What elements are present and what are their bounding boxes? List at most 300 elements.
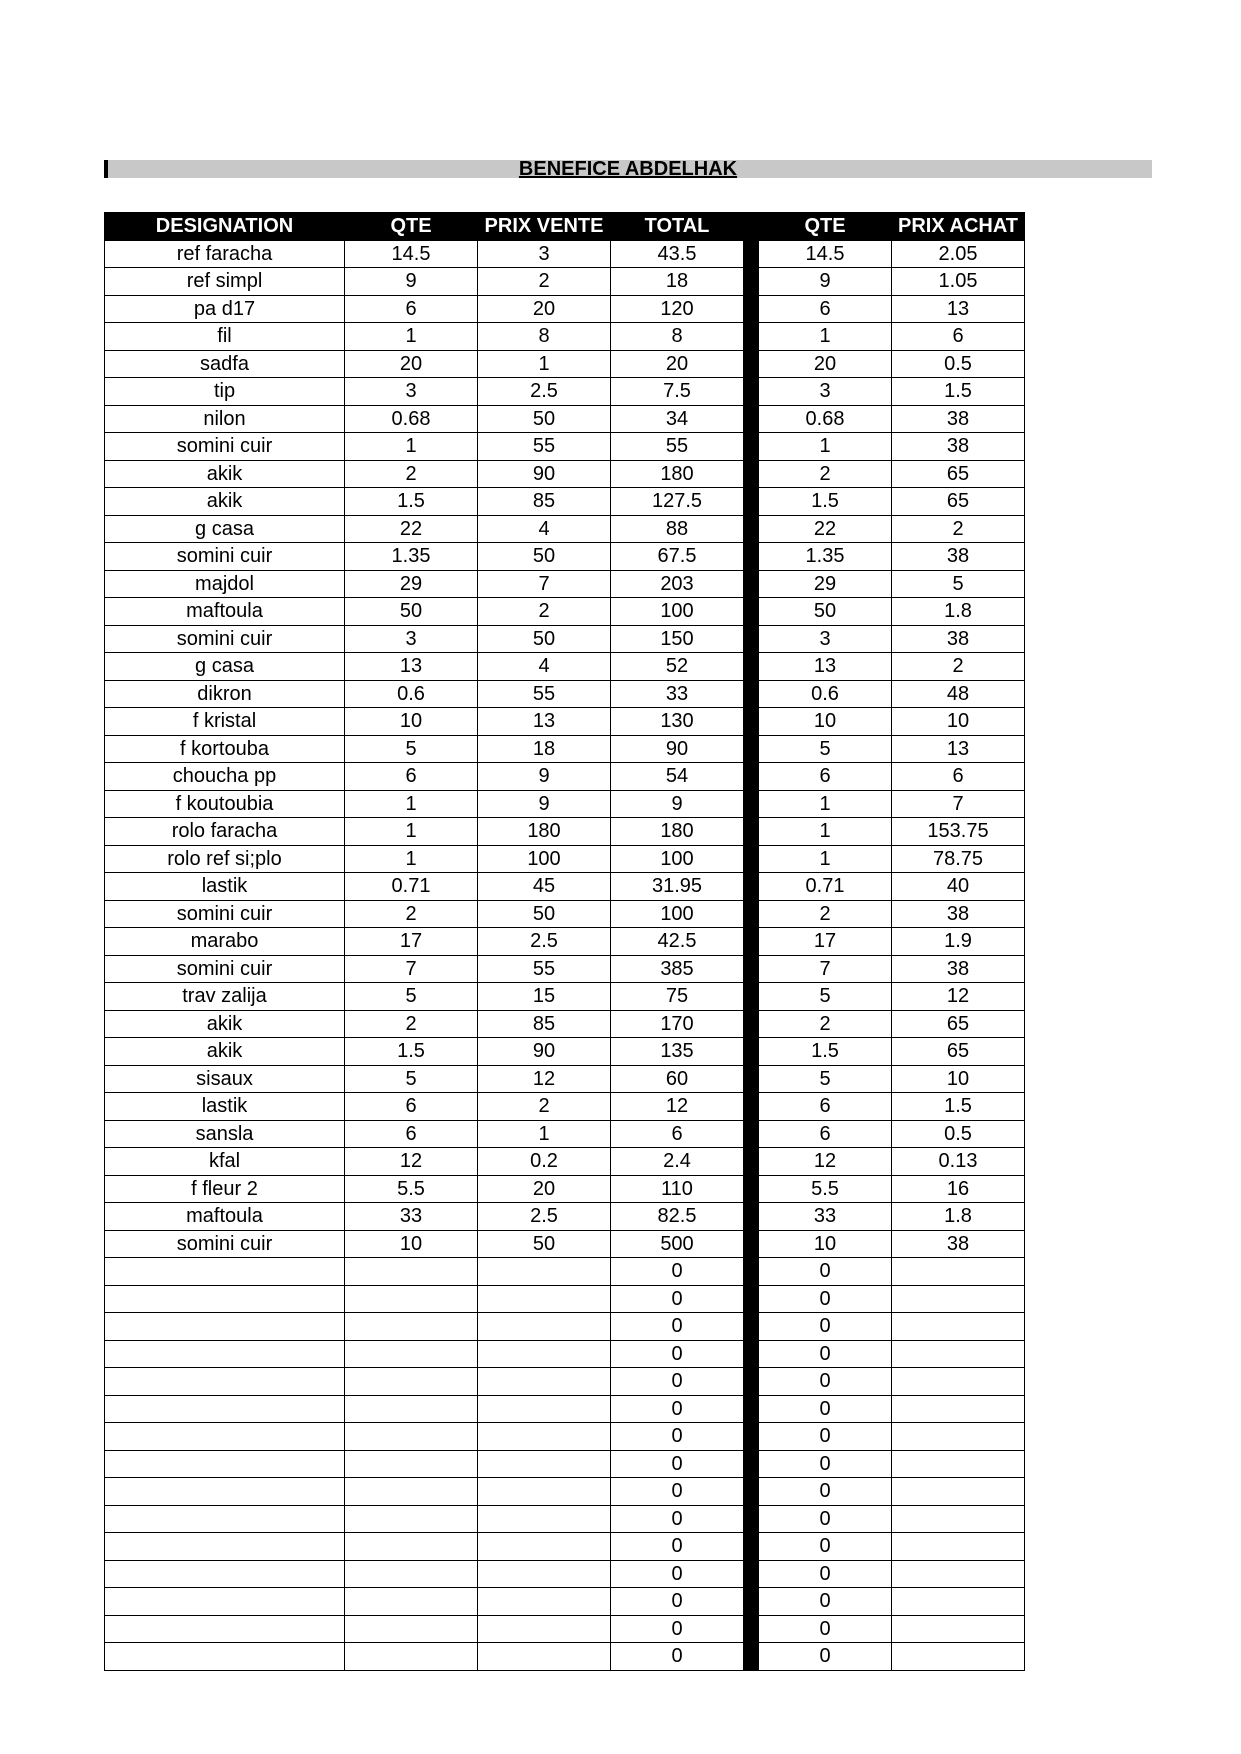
prix-achat-cell[interactable]: 38 (892, 433, 1025, 461)
qte-achat-cell[interactable]: 33 (759, 1203, 892, 1231)
prix-vente-cell[interactable]: 50 (478, 625, 611, 653)
prix-achat-cell[interactable]: 38 (892, 543, 1025, 571)
designation-cell[interactable]: trav zalija (105, 983, 345, 1011)
qte-cell[interactable]: 29 (345, 570, 478, 598)
qte-achat-cell[interactable]: 20 (759, 350, 892, 378)
total-cell[interactable]: 54 (611, 763, 744, 791)
qte-cell[interactable]: 5 (345, 1065, 478, 1093)
prix-achat-cell[interactable]: 6 (892, 763, 1025, 791)
prix-vente-cell[interactable]: 180 (478, 818, 611, 846)
designation-cell[interactable] (105, 1588, 345, 1616)
prix-achat-cell[interactable] (892, 1560, 1025, 1588)
qte-cell[interactable]: 1 (345, 323, 478, 351)
qte-achat-cell[interactable]: 10 (759, 708, 892, 736)
total-cell[interactable]: 170 (611, 1010, 744, 1038)
qte-achat-cell[interactable]: 0.6 (759, 680, 892, 708)
qte-cell[interactable] (345, 1423, 478, 1451)
qte-cell[interactable]: 20 (345, 350, 478, 378)
total-cell[interactable]: 6 (611, 1120, 744, 1148)
total-cell[interactable]: 0 (611, 1395, 744, 1423)
qte-achat-cell[interactable]: 2 (759, 460, 892, 488)
qte-achat-cell[interactable]: 3 (759, 378, 892, 406)
prix-achat-cell[interactable] (892, 1450, 1025, 1478)
designation-cell[interactable]: nilon (105, 405, 345, 433)
total-cell[interactable]: 0 (611, 1615, 744, 1643)
prix-achat-cell[interactable]: 2 (892, 515, 1025, 543)
prix-achat-cell[interactable]: 38 (892, 900, 1025, 928)
total-cell[interactable]: 110 (611, 1175, 744, 1203)
prix-achat-cell[interactable]: 65 (892, 1038, 1025, 1066)
prix-achat-cell[interactable] (892, 1340, 1025, 1368)
designation-cell[interactable]: choucha pp (105, 763, 345, 791)
total-cell[interactable]: 0 (611, 1285, 744, 1313)
prix-vente-cell[interactable]: 55 (478, 955, 611, 983)
designation-cell[interactable]: f fleur 2 (105, 1175, 345, 1203)
qte-cell[interactable]: 12 (345, 1148, 478, 1176)
qte-achat-cell[interactable]: 2 (759, 900, 892, 928)
designation-cell[interactable]: marabo (105, 928, 345, 956)
prix-achat-cell[interactable]: 0.13 (892, 1148, 1025, 1176)
qte-achat-cell[interactable]: 0 (759, 1615, 892, 1643)
designation-cell[interactable] (105, 1313, 345, 1341)
prix-achat-cell[interactable] (892, 1368, 1025, 1396)
designation-cell[interactable] (105, 1423, 345, 1451)
qte-achat-cell[interactable]: 0 (759, 1368, 892, 1396)
prix-vente-cell[interactable]: 20 (478, 295, 611, 323)
qte-cell[interactable]: 22 (345, 515, 478, 543)
qte-cell[interactable]: 50 (345, 598, 478, 626)
qte-achat-cell[interactable]: 13 (759, 653, 892, 681)
prix-achat-cell[interactable] (892, 1615, 1025, 1643)
prix-vente-cell[interactable] (478, 1423, 611, 1451)
total-cell[interactable]: 55 (611, 433, 744, 461)
total-cell[interactable]: 203 (611, 570, 744, 598)
qte-cell[interactable] (345, 1258, 478, 1286)
prix-vente-cell[interactable]: 2 (478, 268, 611, 296)
prix-vente-cell[interactable]: 4 (478, 653, 611, 681)
prix-achat-cell[interactable]: 2.05 (892, 240, 1025, 268)
total-cell[interactable]: 0 (611, 1313, 744, 1341)
prix-vente-cell[interactable]: 2.5 (478, 378, 611, 406)
qte-cell[interactable]: 1.5 (345, 488, 478, 516)
qte-cell[interactable]: 10 (345, 708, 478, 736)
qte-achat-cell[interactable]: 0 (759, 1533, 892, 1561)
prix-vente-cell[interactable] (478, 1505, 611, 1533)
designation-cell[interactable]: ref faracha (105, 240, 345, 268)
designation-cell[interactable] (105, 1395, 345, 1423)
prix-vente-cell[interactable]: 12 (478, 1065, 611, 1093)
designation-cell[interactable]: pa d17 (105, 295, 345, 323)
prix-vente-cell[interactable]: 15 (478, 983, 611, 1011)
qte-achat-cell[interactable]: 0 (759, 1588, 892, 1616)
qte-achat-cell[interactable]: 6 (759, 763, 892, 791)
prix-achat-cell[interactable]: 12 (892, 983, 1025, 1011)
prix-vente-cell[interactable]: 50 (478, 405, 611, 433)
prix-vente-cell[interactable] (478, 1395, 611, 1423)
prix-vente-cell[interactable]: 50 (478, 543, 611, 571)
prix-vente-cell[interactable]: 20 (478, 1175, 611, 1203)
prix-vente-cell[interactable]: 2 (478, 1093, 611, 1121)
qte-achat-cell[interactable]: 50 (759, 598, 892, 626)
prix-achat-cell[interactable]: 1.5 (892, 1093, 1025, 1121)
total-cell[interactable]: 0 (611, 1643, 744, 1671)
designation-cell[interactable]: sisaux (105, 1065, 345, 1093)
designation-cell[interactable]: f kristal (105, 708, 345, 736)
prix-achat-cell[interactable]: 153.75 (892, 818, 1025, 846)
total-cell[interactable]: 0 (611, 1423, 744, 1451)
prix-achat-cell[interactable]: 65 (892, 460, 1025, 488)
qte-cell[interactable] (345, 1478, 478, 1506)
designation-cell[interactable]: somini cuir (105, 625, 345, 653)
prix-vente-cell[interactable] (478, 1643, 611, 1671)
prix-vente-cell[interactable]: 45 (478, 873, 611, 901)
qte-achat-cell[interactable]: 0 (759, 1423, 892, 1451)
qte-achat-cell[interactable]: 3 (759, 625, 892, 653)
designation-cell[interactable]: sadfa (105, 350, 345, 378)
total-cell[interactable]: 127.5 (611, 488, 744, 516)
prix-achat-cell[interactable] (892, 1533, 1025, 1561)
total-cell[interactable]: 2.4 (611, 1148, 744, 1176)
qte-cell[interactable] (345, 1560, 478, 1588)
qte-cell[interactable] (345, 1395, 478, 1423)
prix-vente-cell[interactable]: 7 (478, 570, 611, 598)
total-cell[interactable]: 0 (611, 1505, 744, 1533)
qte-achat-cell[interactable]: 0 (759, 1478, 892, 1506)
qte-achat-cell[interactable]: 0.71 (759, 873, 892, 901)
total-cell[interactable]: 33 (611, 680, 744, 708)
prix-vente-cell[interactable]: 90 (478, 460, 611, 488)
prix-achat-cell[interactable]: 1.05 (892, 268, 1025, 296)
total-cell[interactable]: 43.5 (611, 240, 744, 268)
prix-vente-cell[interactable]: 1 (478, 1120, 611, 1148)
designation-cell[interactable] (105, 1340, 345, 1368)
prix-vente-cell[interactable]: 18 (478, 735, 611, 763)
designation-cell[interactable] (105, 1368, 345, 1396)
total-cell[interactable]: 0 (611, 1340, 744, 1368)
qte-achat-cell[interactable]: 1.5 (759, 488, 892, 516)
qte-cell[interactable]: 3 (345, 378, 478, 406)
prix-achat-cell[interactable]: 65 (892, 488, 1025, 516)
prix-achat-cell[interactable]: 1.9 (892, 928, 1025, 956)
prix-vente-cell[interactable] (478, 1560, 611, 1588)
qte-cell[interactable] (345, 1643, 478, 1671)
qte-cell[interactable] (345, 1588, 478, 1616)
qte-achat-cell[interactable]: 0 (759, 1340, 892, 1368)
total-cell[interactable]: 67.5 (611, 543, 744, 571)
total-cell[interactable]: 75 (611, 983, 744, 1011)
prix-vente-cell[interactable]: 50 (478, 900, 611, 928)
qte-cell[interactable] (345, 1285, 478, 1313)
total-cell[interactable]: 135 (611, 1038, 744, 1066)
designation-cell[interactable]: somini cuir (105, 543, 345, 571)
prix-achat-cell[interactable]: 38 (892, 1230, 1025, 1258)
qte-cell[interactable] (345, 1615, 478, 1643)
designation-cell[interactable] (105, 1258, 345, 1286)
designation-cell[interactable] (105, 1533, 345, 1561)
prix-achat-cell[interactable]: 38 (892, 625, 1025, 653)
total-cell[interactable]: 500 (611, 1230, 744, 1258)
total-cell[interactable]: 34 (611, 405, 744, 433)
designation-cell[interactable]: maftoula (105, 1203, 345, 1231)
qte-cell[interactable]: 1 (345, 845, 478, 873)
prix-achat-cell[interactable]: 5 (892, 570, 1025, 598)
prix-achat-cell[interactable] (892, 1395, 1025, 1423)
total-cell[interactable]: 100 (611, 845, 744, 873)
prix-achat-cell[interactable]: 1.8 (892, 1203, 1025, 1231)
qte-cell[interactable] (345, 1533, 478, 1561)
total-cell[interactable]: 20 (611, 350, 744, 378)
prix-achat-cell[interactable]: 16 (892, 1175, 1025, 1203)
prix-vente-cell[interactable] (478, 1450, 611, 1478)
total-cell[interactable]: 90 (611, 735, 744, 763)
qte-cell[interactable]: 6 (345, 1120, 478, 1148)
qte-achat-cell[interactable]: 5 (759, 1065, 892, 1093)
designation-cell[interactable]: f koutoubia (105, 790, 345, 818)
qte-cell[interactable]: 2 (345, 460, 478, 488)
prix-vente-cell[interactable]: 85 (478, 1010, 611, 1038)
total-cell[interactable]: 52 (611, 653, 744, 681)
qte-cell[interactable]: 1 (345, 433, 478, 461)
total-cell[interactable]: 18 (611, 268, 744, 296)
qte-cell[interactable]: 14.5 (345, 240, 478, 268)
designation-cell[interactable]: dikron (105, 680, 345, 708)
total-cell[interactable]: 130 (611, 708, 744, 736)
prix-achat-cell[interactable]: 38 (892, 405, 1025, 433)
total-cell[interactable]: 0 (611, 1588, 744, 1616)
prix-achat-cell[interactable] (892, 1285, 1025, 1313)
qte-achat-cell[interactable]: 0 (759, 1643, 892, 1671)
qte-cell[interactable]: 5.5 (345, 1175, 478, 1203)
qte-achat-cell[interactable]: 1.5 (759, 1038, 892, 1066)
prix-vente-cell[interactable] (478, 1368, 611, 1396)
qte-cell[interactable] (345, 1505, 478, 1533)
total-cell[interactable]: 100 (611, 598, 744, 626)
qte-cell[interactable]: 1 (345, 818, 478, 846)
prix-achat-cell[interactable]: 40 (892, 873, 1025, 901)
designation-cell[interactable]: f kortouba (105, 735, 345, 763)
prix-vente-cell[interactable]: 2 (478, 598, 611, 626)
designation-cell[interactable]: g casa (105, 515, 345, 543)
designation-cell[interactable]: somini cuir (105, 900, 345, 928)
prix-vente-cell[interactable] (478, 1588, 611, 1616)
qte-achat-cell[interactable]: 1 (759, 323, 892, 351)
prix-vente-cell[interactable]: 8 (478, 323, 611, 351)
designation-cell[interactable]: akik (105, 1010, 345, 1038)
qte-achat-cell[interactable]: 6 (759, 295, 892, 323)
designation-cell[interactable]: somini cuir (105, 955, 345, 983)
prix-vente-cell[interactable]: 2.5 (478, 928, 611, 956)
total-cell[interactable]: 42.5 (611, 928, 744, 956)
qte-cell[interactable]: 3 (345, 625, 478, 653)
qte-cell[interactable]: 9 (345, 268, 478, 296)
total-cell[interactable]: 0 (611, 1478, 744, 1506)
qte-achat-cell[interactable]: 7 (759, 955, 892, 983)
qte-achat-cell[interactable]: 10 (759, 1230, 892, 1258)
qte-cell[interactable] (345, 1313, 478, 1341)
qte-achat-cell[interactable]: 0 (759, 1395, 892, 1423)
designation-cell[interactable]: akik (105, 1038, 345, 1066)
total-cell[interactable]: 180 (611, 460, 744, 488)
prix-achat-cell[interactable] (892, 1478, 1025, 1506)
qte-achat-cell[interactable]: 0 (759, 1560, 892, 1588)
qte-achat-cell[interactable]: 0 (759, 1285, 892, 1313)
total-cell[interactable]: 0 (611, 1560, 744, 1588)
designation-cell[interactable]: akik (105, 460, 345, 488)
prix-achat-cell[interactable]: 48 (892, 680, 1025, 708)
qte-cell[interactable]: 6 (345, 1093, 478, 1121)
total-cell[interactable]: 12 (611, 1093, 744, 1121)
designation-cell[interactable]: majdol (105, 570, 345, 598)
qte-achat-cell[interactable]: 0 (759, 1450, 892, 1478)
prix-vente-cell[interactable]: 1 (478, 350, 611, 378)
qte-cell[interactable]: 2 (345, 900, 478, 928)
total-cell[interactable]: 385 (611, 955, 744, 983)
prix-achat-cell[interactable]: 2 (892, 653, 1025, 681)
total-cell[interactable]: 31.95 (611, 873, 744, 901)
qte-achat-cell[interactable]: 6 (759, 1120, 892, 1148)
qte-achat-cell[interactable]: 2 (759, 1010, 892, 1038)
designation-cell[interactable] (105, 1643, 345, 1671)
qte-achat-cell[interactable]: 5 (759, 735, 892, 763)
prix-vente-cell[interactable]: 50 (478, 1230, 611, 1258)
prix-vente-cell[interactable] (478, 1285, 611, 1313)
qte-cell[interactable]: 17 (345, 928, 478, 956)
qte-cell[interactable]: 6 (345, 295, 478, 323)
prix-vente-cell[interactable]: 9 (478, 763, 611, 791)
designation-cell[interactable]: rolo faracha (105, 818, 345, 846)
designation-cell[interactable]: tip (105, 378, 345, 406)
prix-vente-cell[interactable] (478, 1258, 611, 1286)
qte-cell[interactable]: 0.6 (345, 680, 478, 708)
designation-cell[interactable] (105, 1560, 345, 1588)
prix-achat-cell[interactable] (892, 1505, 1025, 1533)
prix-vente-cell[interactable]: 90 (478, 1038, 611, 1066)
qte-cell[interactable]: 1.5 (345, 1038, 478, 1066)
qte-achat-cell[interactable]: 1.35 (759, 543, 892, 571)
prix-vente-cell[interactable]: 55 (478, 680, 611, 708)
qte-achat-cell[interactable]: 1 (759, 845, 892, 873)
qte-achat-cell[interactable]: 22 (759, 515, 892, 543)
qte-cell[interactable]: 5 (345, 735, 478, 763)
qte-achat-cell[interactable]: 5 (759, 983, 892, 1011)
total-cell[interactable]: 150 (611, 625, 744, 653)
total-cell[interactable]: 180 (611, 818, 744, 846)
designation-cell[interactable] (105, 1450, 345, 1478)
designation-cell[interactable] (105, 1478, 345, 1506)
designation-cell[interactable] (105, 1615, 345, 1643)
prix-vente-cell[interactable] (478, 1313, 611, 1341)
total-cell[interactable]: 0 (611, 1450, 744, 1478)
prix-achat-cell[interactable]: 0.5 (892, 1120, 1025, 1148)
prix-vente-cell[interactable] (478, 1340, 611, 1368)
qte-cell[interactable] (345, 1368, 478, 1396)
designation-cell[interactable]: somini cuir (105, 433, 345, 461)
prix-achat-cell[interactable]: 1.8 (892, 598, 1025, 626)
total-cell[interactable]: 100 (611, 900, 744, 928)
qte-achat-cell[interactable]: 5.5 (759, 1175, 892, 1203)
total-cell[interactable]: 9 (611, 790, 744, 818)
prix-vente-cell[interactable]: 4 (478, 515, 611, 543)
prix-achat-cell[interactable] (892, 1258, 1025, 1286)
designation-cell[interactable]: sansla (105, 1120, 345, 1148)
prix-vente-cell[interactable] (478, 1478, 611, 1506)
total-cell[interactable]: 7.5 (611, 378, 744, 406)
total-cell[interactable]: 0 (611, 1258, 744, 1286)
total-cell[interactable]: 82.5 (611, 1203, 744, 1231)
qte-achat-cell[interactable]: 9 (759, 268, 892, 296)
qte-achat-cell[interactable]: 1 (759, 818, 892, 846)
qte-cell[interactable]: 5 (345, 983, 478, 1011)
designation-cell[interactable]: kfal (105, 1148, 345, 1176)
prix-vente-cell[interactable]: 3 (478, 240, 611, 268)
qte-achat-cell[interactable]: 1 (759, 790, 892, 818)
designation-cell[interactable] (105, 1505, 345, 1533)
qte-achat-cell[interactable]: 29 (759, 570, 892, 598)
prix-achat-cell[interactable]: 13 (892, 295, 1025, 323)
prix-vente-cell[interactable] (478, 1615, 611, 1643)
designation-cell[interactable]: ref simpl (105, 268, 345, 296)
qte-achat-cell[interactable]: 6 (759, 1093, 892, 1121)
qte-cell[interactable]: 7 (345, 955, 478, 983)
qte-cell[interactable]: 13 (345, 653, 478, 681)
prix-vente-cell[interactable]: 13 (478, 708, 611, 736)
prix-achat-cell[interactable]: 6 (892, 323, 1025, 351)
prix-achat-cell[interactable]: 65 (892, 1010, 1025, 1038)
prix-vente-cell[interactable]: 55 (478, 433, 611, 461)
prix-achat-cell[interactable]: 1.5 (892, 378, 1025, 406)
designation-cell[interactable]: lastik (105, 873, 345, 901)
qte-cell[interactable]: 2 (345, 1010, 478, 1038)
total-cell[interactable]: 0 (611, 1533, 744, 1561)
prix-achat-cell[interactable] (892, 1588, 1025, 1616)
prix-achat-cell[interactable]: 38 (892, 955, 1025, 983)
qte-cell[interactable]: 1 (345, 790, 478, 818)
designation-cell[interactable]: akik (105, 488, 345, 516)
total-cell[interactable]: 88 (611, 515, 744, 543)
qte-cell[interactable]: 0.71 (345, 873, 478, 901)
qte-cell[interactable] (345, 1340, 478, 1368)
prix-achat-cell[interactable]: 10 (892, 708, 1025, 736)
total-cell[interactable]: 60 (611, 1065, 744, 1093)
qte-cell[interactable]: 1.35 (345, 543, 478, 571)
designation-cell[interactable]: g casa (105, 653, 345, 681)
total-cell[interactable]: 120 (611, 295, 744, 323)
prix-vente-cell[interactable]: 2.5 (478, 1203, 611, 1231)
qte-cell[interactable]: 33 (345, 1203, 478, 1231)
prix-achat-cell[interactable]: 10 (892, 1065, 1025, 1093)
qte-achat-cell[interactable]: 0 (759, 1258, 892, 1286)
prix-achat-cell[interactable]: 0.5 (892, 350, 1025, 378)
total-cell[interactable]: 8 (611, 323, 744, 351)
qte-achat-cell[interactable]: 0 (759, 1313, 892, 1341)
prix-vente-cell[interactable] (478, 1533, 611, 1561)
prix-achat-cell[interactable] (892, 1643, 1025, 1671)
qte-achat-cell[interactable]: 0 (759, 1505, 892, 1533)
qte-achat-cell[interactable]: 12 (759, 1148, 892, 1176)
qte-cell[interactable]: 10 (345, 1230, 478, 1258)
qte-achat-cell[interactable]: 14.5 (759, 240, 892, 268)
qte-cell[interactable] (345, 1450, 478, 1478)
qte-cell[interactable]: 0.68 (345, 405, 478, 433)
total-cell[interactable]: 0 (611, 1368, 744, 1396)
prix-achat-cell[interactable] (892, 1313, 1025, 1341)
qte-achat-cell[interactable]: 1 (759, 433, 892, 461)
prix-vente-cell[interactable]: 85 (478, 488, 611, 516)
qte-achat-cell[interactable]: 0.68 (759, 405, 892, 433)
designation-cell[interactable]: somini cuir (105, 1230, 345, 1258)
designation-cell[interactable]: lastik (105, 1093, 345, 1121)
designation-cell[interactable]: fil (105, 323, 345, 351)
